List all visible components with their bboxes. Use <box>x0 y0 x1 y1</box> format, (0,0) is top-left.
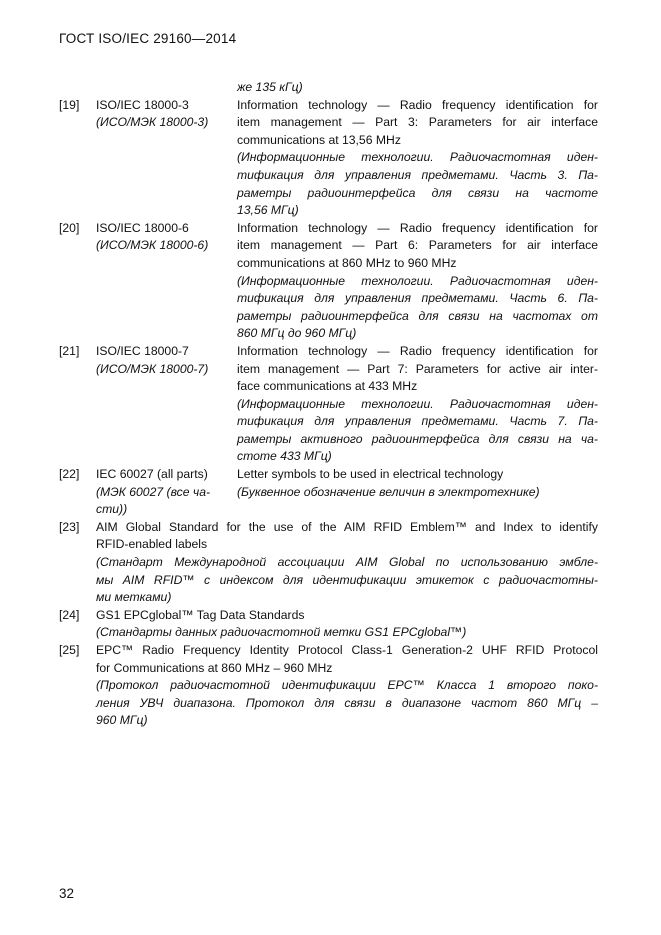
reference-description <box>96 519 598 607</box>
standard-code: ISO/IEC 18000-7 <box>96 343 189 358</box>
standard-code: IEC 60027 (all parts) <box>96 467 208 482</box>
title-ru-line: (Стандарт Международной ассоциации AIM Global по использованию эмбле- <box>96 555 598 570</box>
document-header: ГОСТ ISO/IEC 29160—2014 <box>59 31 237 46</box>
standard-designation <box>96 97 237 220</box>
title-ru-line: раметры радиоинтерфейса для связи на частоте <box>237 185 598 200</box>
standard-code-ru: сти)) <box>96 502 128 517</box>
standard-code-ru: (МЭК 60027 (все ча- <box>96 484 211 499</box>
title-en-line: item management — Part 3: Parameters for air interface <box>237 115 598 130</box>
reference-number: [20] <box>59 220 80 235</box>
wide-reference-list <box>59 519 598 730</box>
title-en-line: GS1 EPCglobal™ Tag Data Standards <box>96 607 305 622</box>
reference-description <box>96 642 598 730</box>
standard-code: ISO/IEC 18000-6 <box>96 220 189 235</box>
title-ru-line: стоте 433 МГц) <box>237 449 332 464</box>
title-ru-line: мы AIM RFID™ с индексом для идентификации этикеток с радиочастотны- <box>96 572 598 587</box>
reference-row <box>59 343 598 466</box>
reference-description <box>237 466 598 519</box>
reference-row <box>59 220 598 343</box>
reference-row <box>59 97 598 220</box>
reference-number: [21] <box>59 343 80 358</box>
title-en-line: communications at 860 MHz to 960 MHz <box>237 255 457 270</box>
title-ru-line: раметры радиоинтерфейса для связи на частотах от <box>237 308 598 323</box>
title-ru-line: (Стандарты данных радиочастотной метки GS1 EPCglobal™) <box>96 625 467 640</box>
title-ru-line: (Буквенное обозначение величин в электротехнике) <box>237 484 540 499</box>
title-en-line: RFID-enabled labels <box>96 537 208 552</box>
title-ru-line: раметры активного радиоинтерфейса для связи на ча- <box>237 431 598 446</box>
reference-number: [23] <box>59 519 80 534</box>
reference-description <box>96 607 598 642</box>
standard-designation <box>96 343 237 466</box>
title-ru-line: 13,56 МГц) <box>237 203 299 218</box>
standard-code: ISO/IEC 18000-3 <box>96 97 189 112</box>
title-ru-line: 860 МГц до 960 МГц) <box>237 326 357 341</box>
title-en-line: item management — Part 7: Parameters for active air inter- <box>237 361 598 376</box>
title-en-line: face communications at 433 MHz <box>237 379 418 394</box>
title-ru-line: тификация для управления предметами. Часть 3. Па- <box>237 167 598 182</box>
title-ru-line: тификация для управления предметами. Часть 6. Па- <box>237 291 598 306</box>
reference-row <box>59 642 598 730</box>
reference-row <box>59 607 598 642</box>
title-ru-line: ления УВЧ диапазона. Протокол для связи в диапазоне частот 860 МГц – <box>96 695 598 710</box>
title-ru-line: (Информационные технологии. Радиочастотная иден- <box>237 273 598 288</box>
reference-description <box>237 220 598 343</box>
page-number: 32 <box>59 886 75 901</box>
reference-number: [22] <box>59 467 80 482</box>
title-en-line: AIM Global Standard for the use of the AIM RFID Emblem™ and Index to identify <box>96 519 598 534</box>
reference-number: [25] <box>59 643 80 657</box>
title-ru-line: 960 МГц) <box>96 713 148 728</box>
continuation-text: же 135 кГц) <box>237 80 303 94</box>
title-ru-line: (Протокол радиочастотной идентификации EPC™ Класса 1 второго поко- <box>96 678 598 693</box>
title-en-line: Information technology — Radio frequency identification for <box>237 97 598 112</box>
bibliography <box>59 79 598 730</box>
reference-number: [24] <box>59 607 80 622</box>
reference-description <box>237 97 598 220</box>
reference-row <box>59 519 598 607</box>
title-en-line: EPC™ Radio Frequency Identity Protocol Class-1 Generation-2 UHF RFID Protocol <box>96 643 598 657</box>
standard-code-ru: (ИСО/МЭК 18000-3) <box>96 115 209 130</box>
title-ru-line: тификация для управления предметами. Часть 7. Па- <box>237 414 598 429</box>
standard-designation <box>96 466 237 519</box>
title-en-line: Information technology — Radio frequency identification for <box>237 343 598 358</box>
title-en-line: communications at 13,56 MHz <box>237 132 401 147</box>
standard-code-ru: (ИСО/МЭК 18000-6) <box>96 238 209 253</box>
reference-list <box>59 97 598 519</box>
title-en-line: item management — Part 6: Parameters for air interface <box>237 238 598 253</box>
continuation-row <box>59 79 598 97</box>
title-ru-line: ми метками) <box>96 590 172 605</box>
title-en-line: Information technology — Radio frequency identification for <box>237 220 598 235</box>
title-ru-line: (Информационные технологии. Радиочастотная иден- <box>237 396 598 411</box>
standard-code-ru: (ИСО/МЭК 18000-7) <box>96 361 209 376</box>
standard-designation <box>96 220 237 343</box>
title-en-line: for Communications at 860 MHz – 960 MHz <box>96 660 333 675</box>
reference-description <box>237 343 598 466</box>
reference-row <box>59 466 598 519</box>
title-en-line: Letter symbols to be used in electrical technology <box>237 467 504 482</box>
title-ru-line: (Информационные технологии. Радиочастотная иден- <box>237 150 598 165</box>
reference-number: [19] <box>59 97 80 112</box>
